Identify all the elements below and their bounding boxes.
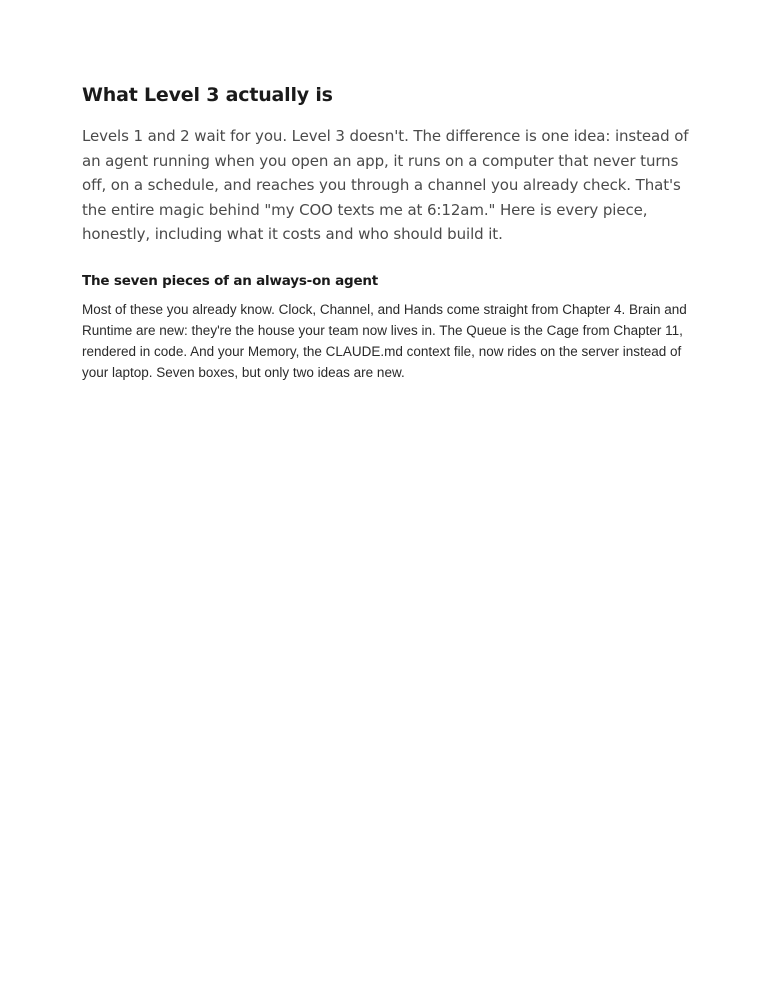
lead-paragraph: Levels 1 and 2 wait for you. Level 3 doesn't. The difference is one idea: instead of an agent running when you open an app, it runs on a computer that never turns off, on a schedule, and reaches you through a channel you already check. That's the entire magic behind "my COO texts me at 6:12am." Here is every piece, honestly, including what it costs and who should build it. — [82, 127, 689, 243]
section-heading: What Level 3 actually is — [82, 84, 333, 106]
subsection-heading: The seven pieces of an always-on agent — [82, 272, 379, 289]
body-paragraph: Most of these you already know. Clock, Channel, and Hands come straight from Chapter 4. Brain and Runtime are new: they're the house your team now lives in. The Queue is the Cage from Chapter 11, rendered in code. And your Memory, the CLAUDE.md context file, now rides on the server instead of your laptop. Seven boxes, but only two ideas are new. — [82, 301, 687, 381]
document-page — [82, 80, 694, 384]
